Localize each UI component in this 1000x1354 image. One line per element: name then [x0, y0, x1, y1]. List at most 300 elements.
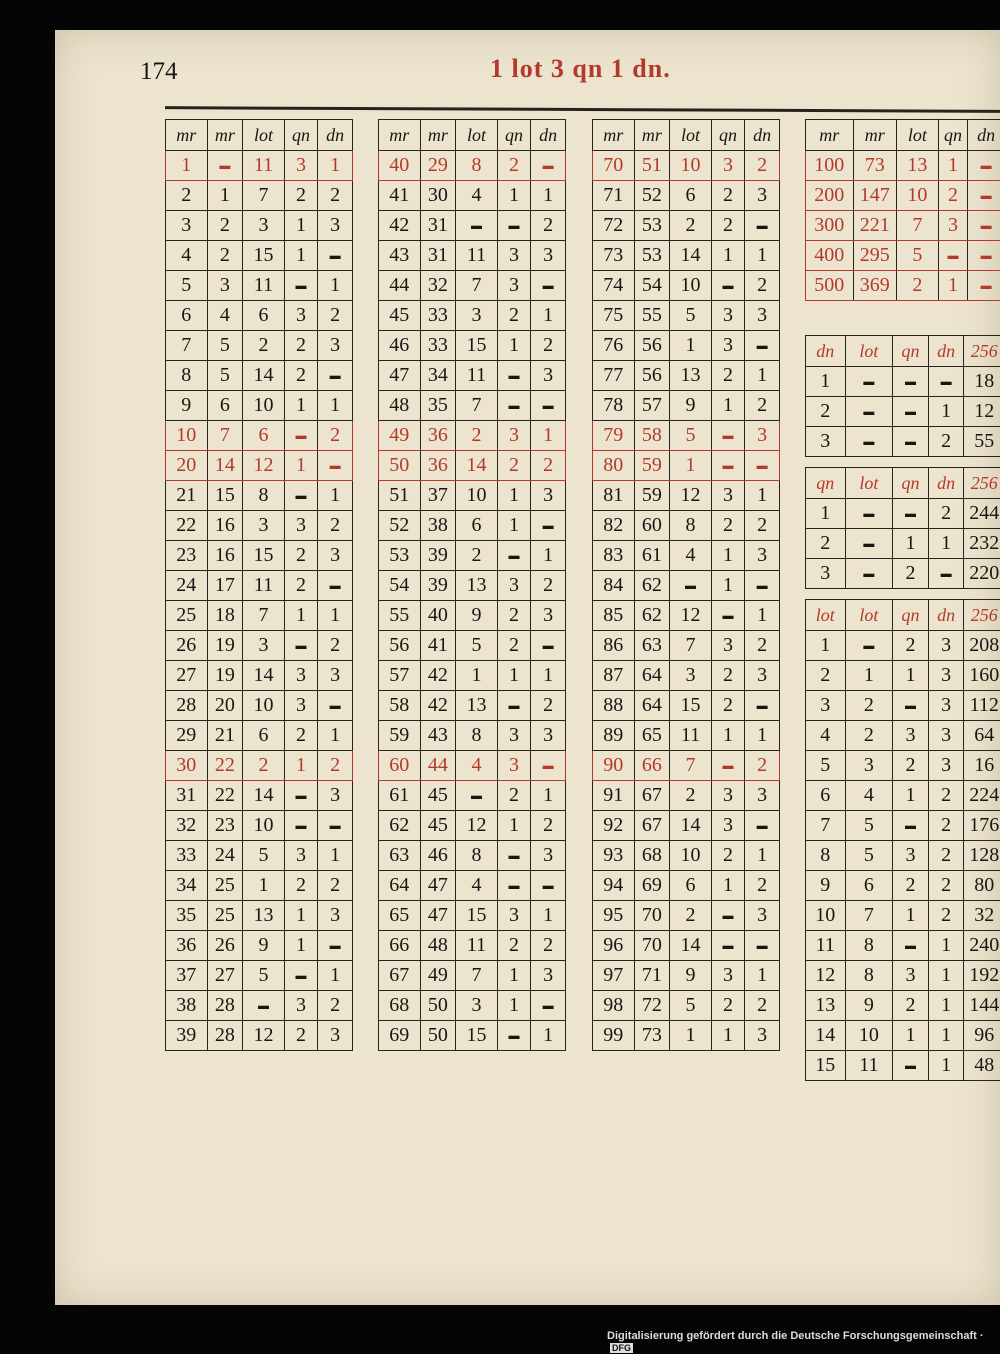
table-cell: 36 [421, 421, 457, 450]
table-cell: 2 [543, 934, 554, 956]
table-row [165, 241, 353, 271]
table-cell: ▬ [846, 427, 894, 456]
table-cell: ▬ [756, 819, 768, 832]
table-row [378, 781, 566, 811]
table-cell: 2 [330, 754, 341, 776]
table-cell: 15 [243, 541, 285, 570]
table-cell: 2 [712, 211, 746, 240]
table-cell: ▬ [756, 579, 768, 592]
table-cell: 1 [670, 451, 712, 480]
table-cell: 15 [456, 331, 498, 360]
table-cell: 91 [593, 781, 635, 810]
table-cell: 2 [285, 181, 319, 210]
table-cell: ▬ [542, 759, 554, 772]
table-row [592, 451, 780, 481]
table-cell: 3 [285, 661, 319, 690]
table-cell: 49 [421, 961, 457, 990]
table-cell: 2 [330, 514, 341, 536]
header-cell: dn [929, 468, 965, 498]
table-cell: 53 [635, 211, 671, 240]
table-cell: 4 [456, 751, 498, 780]
table-cell: 15 [243, 241, 285, 270]
header-cell: dn [806, 336, 846, 366]
table-cell: 7 [897, 211, 939, 240]
table-row [165, 181, 353, 211]
table-cell: 39 [421, 541, 457, 570]
table-row [165, 931, 353, 961]
table-cell: 57 [635, 391, 671, 420]
table-cell: 2 [893, 631, 929, 660]
table-cell: 5 [670, 991, 712, 1020]
table-cell: 3 [757, 904, 768, 926]
table-cell: 21 [208, 721, 244, 750]
table-cell: 9 [456, 601, 498, 630]
table-cell: 63 [635, 631, 671, 660]
table-cell: 1 [712, 871, 746, 900]
table-cell: 55 [974, 430, 995, 452]
table-cell: 23 [166, 541, 208, 570]
table-cell: 62 [635, 601, 671, 630]
table-cell: 4 [166, 241, 208, 270]
table-cell: 15 [670, 691, 712, 720]
dfg-logo: DFG [612, 1343, 631, 1353]
table-cell: 55 [635, 301, 671, 330]
table-row [165, 481, 353, 511]
table-cell: 60 [379, 751, 421, 780]
table-cell: 4 [846, 781, 894, 810]
table-cell: 1 [208, 181, 244, 210]
table-cell: 2 [712, 361, 746, 390]
table-cell: 1 [285, 451, 319, 480]
table-cell: 13 [456, 691, 498, 720]
table-cell: 1 [285, 211, 319, 240]
table-cell: 85 [593, 601, 635, 630]
table-cell: 96 [974, 1024, 995, 1046]
table-cell: 1 [543, 184, 554, 206]
table-cell: 3 [806, 427, 846, 456]
table-cell: 3 [712, 301, 746, 330]
table-cell: 1 [712, 571, 746, 600]
table-cell: 43 [421, 721, 457, 750]
table-cell: 68 [635, 841, 671, 870]
table-cell: 8 [456, 841, 498, 870]
table-cell: 31 [421, 241, 457, 270]
table-cell: 20 [208, 691, 244, 720]
table-cell: 2 [456, 421, 498, 450]
table-cell: ▬ [329, 819, 341, 832]
table-row [165, 991, 353, 1021]
table-cell: 22 [208, 751, 244, 780]
table-cell: 49 [379, 421, 421, 450]
header-cell: dn [326, 124, 345, 145]
table-cell: 2 [670, 901, 712, 930]
table-cell: 5 [806, 751, 846, 780]
table-row [165, 901, 353, 931]
table-header [378, 119, 566, 151]
table-cell: 15 [456, 901, 498, 930]
sub-table-header [805, 467, 1000, 499]
table-cell: 6 [670, 871, 712, 900]
table-cell: ▬ [756, 939, 768, 952]
table-cell: 5 [670, 421, 712, 450]
table-cell: 4 [670, 541, 712, 570]
table-cell: 144 [969, 994, 1000, 1016]
table-cell: ▬ [929, 559, 965, 588]
table-cell: 5 [670, 301, 712, 330]
table-row [378, 541, 566, 571]
table-cell: 1 [285, 241, 319, 270]
sub-table-row [805, 751, 1000, 781]
table-cell: 3 [757, 304, 768, 326]
table-cell: 12 [670, 601, 712, 630]
table-cell: 100 [806, 151, 854, 180]
table-cell: 3 [757, 664, 768, 686]
table-cell: ▬ [893, 427, 929, 456]
table-cell: ▬ [542, 399, 554, 412]
table-cell: 1 [846, 661, 894, 690]
table-cell: 232 [969, 532, 1000, 554]
table-cell: 11 [243, 151, 285, 180]
header-cell: mr [854, 120, 898, 150]
table-row [592, 931, 780, 961]
table-cell: 20 [166, 451, 208, 480]
table-cell: 56 [635, 361, 671, 390]
table-row [378, 901, 566, 931]
table-cell: 52 [379, 511, 421, 540]
table-cell: 1 [330, 274, 341, 296]
table-cell: 3 [330, 664, 341, 686]
sub-table-row [805, 901, 1000, 931]
table-cell: 12 [243, 451, 285, 480]
table-cell: 2 [330, 424, 341, 446]
table-cell: 67 [379, 961, 421, 990]
table-row [378, 811, 566, 841]
table-cell: 7 [456, 271, 498, 300]
table-cell: 2 [757, 754, 768, 776]
table-row [592, 271, 780, 301]
table-cell: 80 [974, 874, 995, 896]
table-cell: 2 [929, 901, 965, 930]
table-cell: 17 [208, 571, 244, 600]
table-cell: 8 [456, 151, 498, 180]
table-cell: 3 [543, 244, 554, 266]
table-row [592, 331, 780, 361]
table-cell: 68 [379, 991, 421, 1020]
table-cell: 84 [593, 571, 635, 600]
table-cell: 33 [421, 301, 457, 330]
header-cell: mr [806, 120, 854, 150]
table-cell: 13 [897, 151, 939, 180]
table-cell: 35 [421, 391, 457, 420]
table-cell: 7 [456, 961, 498, 990]
table-cell: 2 [330, 994, 341, 1016]
table-cell: ▬ [456, 211, 498, 240]
table-row [165, 271, 353, 301]
table-cell: 224 [969, 784, 1000, 806]
table-cell: 18 [208, 601, 244, 630]
table-cell: 10 [243, 391, 285, 420]
table-cell: 3 [456, 301, 498, 330]
table-cell: 1 [806, 367, 846, 396]
table-cell: 6 [243, 721, 285, 750]
table-cell: ▬ [846, 367, 894, 396]
table-cell: 1 [929, 991, 965, 1020]
table-cell: 1 [543, 1024, 554, 1046]
table-cell: 10 [806, 901, 846, 930]
table-cell: 26 [166, 631, 208, 660]
table-cell: 1 [757, 244, 768, 266]
table-cell: 50 [421, 1021, 457, 1050]
table-row [378, 871, 566, 901]
table-cell: 2 [498, 451, 532, 480]
table-cell: 2 [929, 427, 965, 456]
table-cell: 5 [243, 841, 285, 870]
table-cell: 11 [806, 931, 846, 960]
table-cell: 2 [806, 529, 846, 558]
table-cell: 2 [498, 781, 532, 810]
table-cell: 28 [208, 1021, 244, 1050]
table-row [805, 151, 1000, 181]
table-cell: ▬ [980, 219, 992, 232]
table-cell: 9 [670, 961, 712, 990]
header-cell: lot [670, 120, 712, 150]
table-row [165, 661, 353, 691]
sub-table-1 [805, 335, 1000, 457]
table-cell: ▬ [712, 901, 746, 930]
table-row [378, 961, 566, 991]
table-cell: 7 [456, 391, 498, 420]
table-cell: 2 [712, 661, 746, 690]
table-row [165, 1021, 353, 1051]
table-cell: 3 [498, 271, 532, 300]
table-cell: 3 [806, 559, 846, 588]
table-cell: ▬ [285, 961, 319, 990]
table-cell: 2 [712, 841, 746, 870]
table-cell: 15 [456, 1021, 498, 1050]
table-row [165, 151, 353, 181]
table-cell: 1 [929, 961, 965, 990]
table-cell: 6 [166, 301, 208, 330]
table-cell: 62 [635, 571, 671, 600]
table-cell: 32 [421, 271, 457, 300]
table-cell: 75 [593, 301, 635, 330]
table-cell: 3 [285, 691, 319, 720]
table-cell: 1 [498, 811, 532, 840]
table-cell: 66 [635, 751, 671, 780]
table-cell: 208 [969, 634, 1000, 656]
table-cell: 3 [285, 151, 319, 180]
table-cell: 1 [712, 541, 746, 570]
table-cell: 9 [806, 871, 846, 900]
table-cell: 93 [593, 841, 635, 870]
table-cell: 3 [330, 1024, 341, 1046]
table-cell: 6 [208, 391, 244, 420]
table-cell: 7 [243, 181, 285, 210]
table-row [592, 151, 780, 181]
table-cell: 160 [969, 664, 1000, 686]
table-cell: ▬ [756, 699, 768, 712]
table-row [592, 1021, 780, 1051]
table-row [592, 631, 780, 661]
table-cell: 2 [330, 634, 341, 656]
table-cell: 2 [498, 931, 532, 960]
table-cell: 2 [285, 331, 319, 360]
table-cell: 9 [846, 991, 894, 1020]
table-row [805, 241, 1000, 271]
table-cell: 42 [421, 661, 457, 690]
table-cell: 2 [893, 991, 929, 1020]
table-cell: ▬ [893, 1051, 929, 1080]
table-row [165, 211, 353, 241]
table-row [165, 781, 353, 811]
table-cell: 67 [635, 781, 671, 810]
table-cell: 39 [421, 571, 457, 600]
table-cell: 1 [757, 364, 768, 386]
table-cell: 2 [929, 499, 965, 528]
table-cell: 8 [456, 721, 498, 750]
table-cell: 14 [670, 241, 712, 270]
table-cell: 53 [379, 541, 421, 570]
table-cell: ▬ [846, 529, 894, 558]
table-cell: 42 [421, 691, 457, 720]
table-cell: 2 [712, 511, 746, 540]
table-block-1 [165, 119, 353, 1051]
table-row [592, 871, 780, 901]
table-cell: 24 [208, 841, 244, 870]
table-cell: 3 [330, 904, 341, 926]
table-cell: 98 [593, 991, 635, 1020]
table-row [378, 451, 566, 481]
table-cell: 1 [285, 931, 319, 960]
table-cell: 33 [421, 331, 457, 360]
table-cell: 24 [166, 571, 208, 600]
table-cell: 14 [243, 781, 285, 810]
table-cell: 2 [285, 721, 319, 750]
table-cell: 30 [421, 181, 457, 210]
table-cell: 87 [593, 661, 635, 690]
table-row [165, 841, 353, 871]
table-cell: 48 [974, 1054, 995, 1076]
table-cell: 369 [854, 271, 898, 300]
table-cell: 3 [498, 421, 532, 450]
table-cell: 4 [806, 721, 846, 750]
table-cell: 7 [806, 811, 846, 840]
header-cell: lot [456, 120, 498, 150]
sub-table-row [805, 499, 1000, 529]
table-cell: 2 [330, 304, 341, 326]
table-row [592, 781, 780, 811]
table-row [592, 721, 780, 751]
table-cell: 32 [166, 811, 208, 840]
table-cell: 295 [854, 241, 898, 270]
table-cell: 1 [757, 604, 768, 626]
table-cell: 10 [243, 811, 285, 840]
table-row [592, 511, 780, 541]
table-cell: 15 [208, 481, 244, 510]
table-cell: 58 [379, 691, 421, 720]
table-cell: 96 [593, 931, 635, 960]
table-cell: ▬ [846, 631, 894, 660]
table-cell: 2 [166, 181, 208, 210]
table-cell: 244 [969, 502, 1000, 524]
table-cell: ▬ [929, 367, 965, 396]
table-row [378, 931, 566, 961]
table-cell: 3 [498, 241, 532, 270]
table-cell: 2 [285, 1021, 319, 1050]
table-cell: 62 [379, 811, 421, 840]
header-cell: lot [846, 600, 894, 630]
table-cell: 1 [670, 1021, 712, 1050]
table-cell: 2 [757, 634, 768, 656]
table-row [592, 691, 780, 721]
table-cell: ▬ [712, 451, 746, 480]
table-cell: 2 [543, 214, 554, 236]
header-cell: dn [977, 124, 996, 145]
table-cell: 34 [166, 871, 208, 900]
table-cell: 3 [243, 631, 285, 660]
header-cell: lot [846, 468, 894, 498]
table-row [378, 151, 566, 181]
table-cell: 35 [166, 901, 208, 930]
table-cell: 1 [498, 181, 532, 210]
header-cell: mr [593, 120, 635, 150]
table-cell: 1 [543, 784, 554, 806]
table-cell: ▬ [456, 781, 498, 810]
table-cell: 28 [166, 691, 208, 720]
table-cell: 2 [806, 661, 846, 690]
table-cell: 3 [929, 751, 965, 780]
table-cell: 73 [593, 241, 635, 270]
table-cell: 1 [939, 271, 969, 300]
header-cell: dn [539, 124, 558, 145]
table-cell: 67 [635, 811, 671, 840]
table-cell: 3 [712, 961, 746, 990]
table-cell: 2 [456, 541, 498, 570]
sub-table-row [805, 991, 1000, 1021]
table-cell: ▬ [980, 279, 992, 292]
table-cell: 69 [635, 871, 671, 900]
table-cell: ▬ [846, 559, 894, 588]
table-block-2 [378, 119, 566, 1051]
page-headline: 1 lot 3 qn 1 dn. [490, 54, 671, 83]
table-cell: 2 [846, 691, 894, 720]
table-cell: 500 [806, 271, 854, 300]
table-cell: 53 [635, 241, 671, 270]
table-cell: 2 [757, 394, 768, 416]
sub-table-row [805, 559, 1000, 589]
table-cell: ▬ [712, 271, 746, 300]
table-cell: 2 [712, 691, 746, 720]
table-cell: 1 [498, 481, 532, 510]
table-cell: 2 [846, 721, 894, 750]
table-cell: 1 [929, 1021, 965, 1050]
table-cell: 6 [670, 181, 712, 210]
table-row [592, 841, 780, 871]
table-cell: 3 [893, 841, 929, 870]
header-cell: dn [929, 600, 965, 630]
table-cell: 41 [379, 181, 421, 210]
table-cell: 5 [456, 631, 498, 660]
header-cell: mr [635, 120, 671, 150]
table-cell: 5 [208, 331, 244, 360]
table-cell: 1 [806, 631, 846, 660]
table-cell: 2 [285, 361, 319, 390]
table-cell: 14 [670, 931, 712, 960]
table-cell: 3 [712, 631, 746, 660]
header-cell: lot [806, 600, 846, 630]
table-cell: 1 [498, 511, 532, 540]
table-row [378, 661, 566, 691]
